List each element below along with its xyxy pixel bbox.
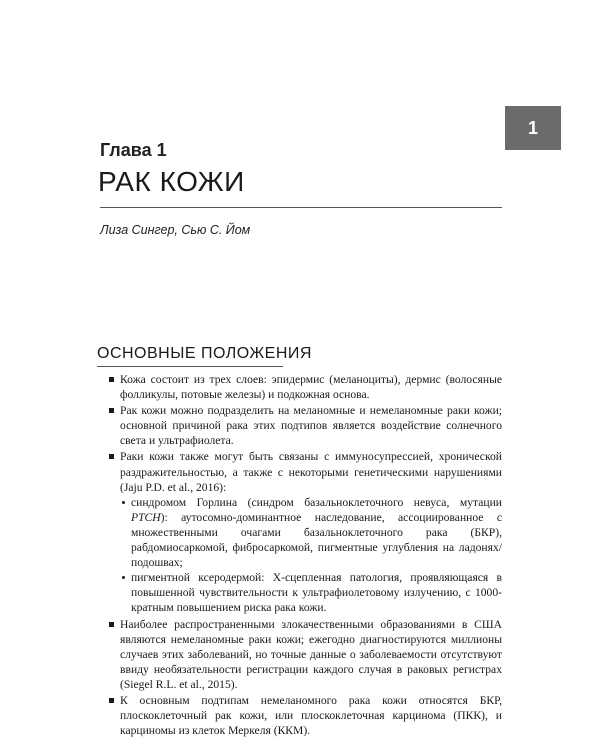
gene-name: PTCH <box>131 510 161 524</box>
key-point-text: Рак кожи можно подразделить на меланомные и немеланомные раки кожи; основной причиной рака этих подтипов является воздействие солнечного света и ультрафиолета. <box>120 404 502 448</box>
sub-point-text: ): аутосомно-доминантное наследование, ассоциированное с множественными очагами базальноклеточного рака (БКР), рабдомиосаркомой, фибросаркомой, пигментные углубления на ладонях/подошвах; <box>131 510 502 570</box>
key-point-text: Кожа состоит из трех слоев: эпидермис (меланоциты), дермис (волосяные фолликулы, потовые железы) и подкожная основа. <box>120 373 502 402</box>
key-point-text: К основным подтипам немеланомного рака кожи относятся БКР, плоскоклеточный рак кожи, или плоскоклеточная карцинома (ПКК), и карциномы из клеток Меркеля (ККМ). <box>120 693 502 738</box>
chapter-label: Глава 1 <box>100 140 167 160</box>
section-divider <box>97 366 283 367</box>
chapter-title: РАК КОЖИ <box>98 166 245 197</box>
genetic-disorders-list <box>120 495 502 616</box>
key-point-text: Наиболее распространенными злокачественными образованиями в США являются немеланомные раки кожи; ежегодно диагностируются миллионы случаев этих заболеваний, но точные данные о заболеваемости отсутствуют ввиду необязательности регистрации каждого случая в раковых регистрах (Siegel R.L. et al., 2015). <box>120 617 502 691</box>
sub-point <box>120 570 502 615</box>
key-points-list <box>109 372 502 739</box>
key-point-text: Раки кожи также могут быть связаны с иммуносупрессией, хронической раздражительностью, а также с некоторыми генетическими нарушениями (Jaju P.D. et al., 2016): <box>120 450 502 494</box>
key-point <box>109 617 502 692</box>
key-point <box>109 693 502 738</box>
chapter-number-tab <box>505 106 561 150</box>
key-point <box>109 372 502 402</box>
sub-point <box>120 495 502 570</box>
chapter-authors: Лиза Сингер, Сью С. Йом <box>100 223 251 237</box>
key-point <box>109 403 502 448</box>
sub-point-text: синдромом Горлина (синдром базальноклеточного невуса, мутации <box>131 495 502 509</box>
chapter-number: 1 <box>527 117 538 138</box>
section-title: ОСНОВНЫЕ ПОЛОЖЕНИЯ <box>97 345 312 362</box>
sub-point-text: пигментной ксеродермой: Х-сцепленная патология, проявляющаяся в повышенной чувствительности к ультрафиолетовому излучению, с 1000-кратным повышением риска рака кожи. <box>131 571 502 615</box>
key-point <box>109 449 502 615</box>
title-divider <box>100 207 502 208</box>
